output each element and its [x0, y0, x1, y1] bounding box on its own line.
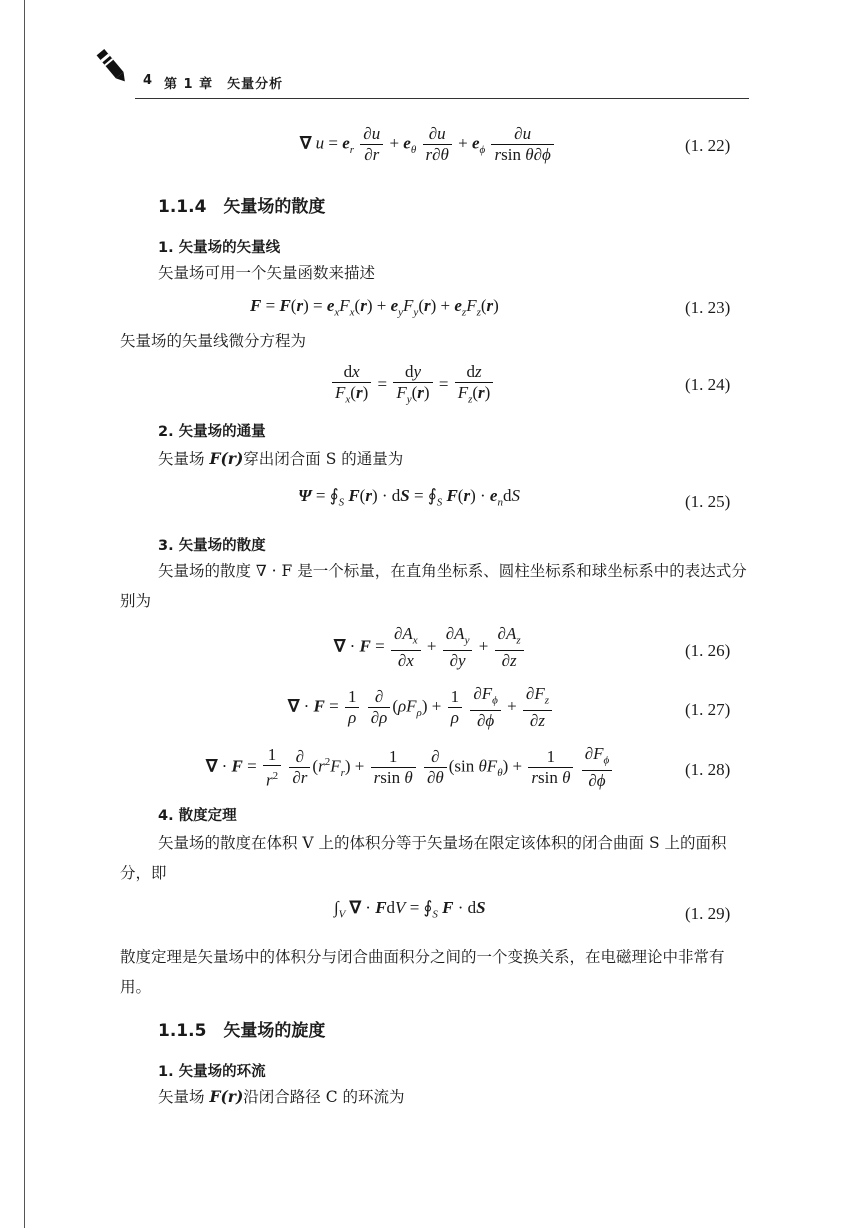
equation-number: (1. 28) [685, 760, 731, 779]
equation-number: (1. 23) [685, 298, 731, 317]
equation-1-22: ∇ $u = e_r$ $\frac{\partial u}{\partial r}$ + $e_\theta$ $\frac{\partial u}{r\partial\theta}$ + $e_\phi$ $\frac{\partial u}{\text{rsin θ∂ϕ}}$ [300, 124, 556, 165]
chapter-title: 第 1 章 矢量分析 [164, 77, 284, 92]
page-number: 4 [143, 73, 153, 88]
pen-logo-icon [95, 46, 129, 86]
header-rule [135, 98, 749, 99]
equation-1-24: $\frac{dx}{F_x(r)}$ = $\frac{dy}{F_y(r)}$ = $\frac{dz}{F_z(r)}$ [330, 362, 495, 409]
paragraph: 矢量场 F(r)穿出闭合面 S 的通量为 [158, 449, 404, 468]
subsection-heading: 3. 矢量场的散度 [158, 538, 266, 554]
paragraph: 散度定理是矢量场中的体积分与闭合曲面积分之间的一个变换关系，在电磁理论中非常有用。 [120, 948, 725, 996]
paragraph: 矢量场的散度 ∇ · F 是一个标量，在直角坐标系、圆柱坐标系和球坐标系中的表达式分别为 [120, 562, 747, 610]
equation-number: (1. 27) [685, 700, 731, 719]
equation-1-29: $\int_V$ ∇ · FdV = $∮_S$ F · dS [334, 898, 486, 921]
equation-number: (1. 29) [685, 904, 731, 923]
equation-1-27: ∇ · F = $\frac{1}{\rho}$ $\frac{\partial}{\partial\rho}$ $(\rho F_\rho)$ + $\frac{1}{\rho}$ $\frac{\partial F_\phi}{\partial\phi}$ + $\frac{\partial F_z}{\partial z}$ [288, 684, 554, 731]
section-heading-1-1-4: 1.1.4 矢量场的散度 [158, 197, 326, 217]
equation-1-26: ∇ · F = $\frac{\partial A_x}{\partial x}$ + $\frac{\partial A_y}{\partial y}$ + $\frac{\partial A_z}{\partial z}$ [334, 624, 526, 671]
equation-number: (1. 22) [685, 136, 731, 155]
paragraph: 矢量场可用一个矢量函数来描述 [158, 264, 376, 282]
paragraph: 矢量场的散度在体积 V 上的体积分等于矢量场在限定该体积的闭合曲面 S 上的面积分，即 [120, 834, 727, 882]
equation-1-23: $F = F(r) = e_xF_x(r) + e_yF_y(r) + e_zF_z(r)$ [250, 296, 499, 319]
subsection-heading: 4. 散度定理 [158, 808, 237, 824]
section-heading-1-1-5: 1.1.5 矢量场的旋度 [158, 1021, 326, 1041]
subsection-heading: 2. 矢量场的通量 [158, 424, 266, 440]
subsection-heading: 1. 矢量场的矢量线 [158, 240, 281, 256]
equation-number: (1. 24) [685, 375, 731, 394]
paragraph: 矢量场的矢量线微分方程为 [120, 332, 307, 350]
page-left-rule [24, 0, 25, 1228]
equation-number: (1. 26) [685, 641, 731, 660]
equation-1-25: $\Psi = ∮_S$ F(r) · dS = $∮_S$ $F(r) \cdot e_ndS$ [298, 486, 520, 509]
equation-1-28: ∇ · F = $\frac{1}{r^2}$ $\frac{\partial}{\partial r}$ $(r^2F_r)$ + $\frac{1}{\text{rsin θ}}$ $\frac{\partial}{\partial\theta}$ (sin $\theta F_\theta$) + $\frac{1}{\text{rsin θ}}$ $\frac{\partial F_\phi}{\partial\phi}$ [206, 744, 614, 791]
equation-number: (1. 25) [685, 492, 731, 511]
subsection-heading: 1. 矢量场的环流 [158, 1064, 266, 1080]
paragraph: 矢量场 F(r)沿闭合路径 C 的环流为 [158, 1087, 405, 1106]
